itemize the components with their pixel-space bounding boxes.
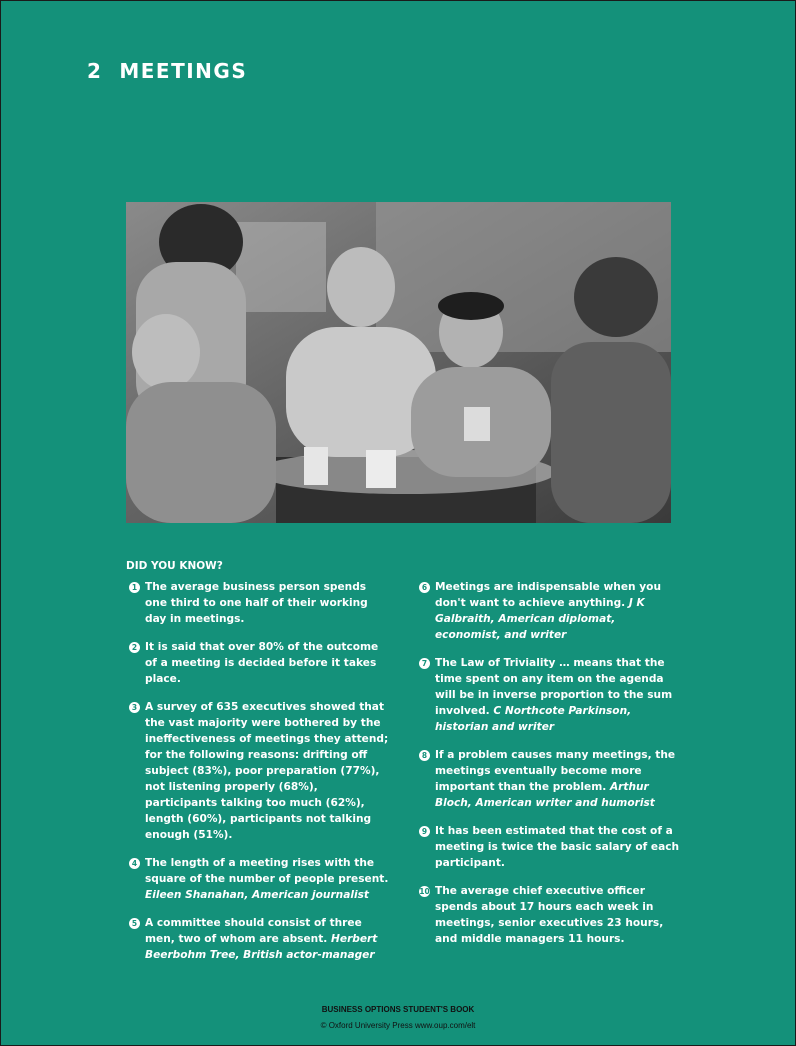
fact-text: Meetings are indispensable when you don't want to achieve anything. [435,581,661,609]
facts-column-left [129,579,391,975]
facts-column-right [419,579,681,959]
fact-number-badge: 8 [419,750,430,761]
fact-attribution: C Northcote Parkinson, historian and writer [435,705,632,733]
fact-attribution: Arthur Bloch, American writer and humorist [435,781,655,809]
fact-item [129,579,391,627]
meeting-photo-illustration [126,202,671,523]
footer-book-title: BUSINESS OPTIONS STUDENT'S BOOK [321,1005,475,1014]
fact-number-badge: 10 [419,887,430,896]
fact-text: It is said that over 80% of the outcome of a meeting is decided before it takes place. [145,641,379,685]
fact-number-badge: 9 [419,826,430,837]
fact-text: The length of a meeting rises with the square of the number of people present. [145,857,389,885]
fact-attribution: Eileen Shanahan, American journalist [145,889,369,901]
fact-text: It has been estimated that the cost of a meeting is twice the basic salary of each participant. [435,825,680,869]
fact-item [419,823,681,871]
fact-text: The average chief executive officer spends about 17 hours each week in meetings, senior executives 23 hours, and middle managers 11 hours. [435,885,664,945]
fact-attribution: Herbert Beerbohm Tree, British actor-manager [145,933,378,961]
section-heading: DID YOU KNOW? [126,560,223,572]
fact-item [419,655,681,735]
meeting-photo [126,202,671,523]
fact-item [129,855,391,903]
fact-text: A survey of 635 executives showed that the vast majority were bothered by the ineffectiveness of meetings they attend; for the following reasons: drifting off subject (83%), poor preparation (77%), not listening properly (68%), participants talking too much (62%), length (60%), participants not talking enough (51%). [145,701,389,841]
fact-text: The Law of Triviality … means that the time spent on any item on the agenda will be in inverse proportion to the sum involved. [435,657,673,717]
fact-item [129,699,391,843]
fact-number-badge: 7 [419,658,430,669]
fact-item [129,639,391,687]
chapter-title-text: MEETINGS [119,59,248,83]
chapter-title [87,59,247,83]
fact-number-badge: 1 [129,582,140,593]
fact-item [419,883,681,947]
fact-number-badge: 5 [129,918,140,929]
footer-copyright: © Oxford University Press www.oup.com/elt [320,1021,476,1030]
fact-item [419,579,681,643]
fact-text: A committee should consist of three men, two of whom are absent. [145,917,362,945]
fact-text: The average business person spends one third to one half of their working day in meetings. [145,581,368,625]
fact-number-badge: 6 [419,582,430,593]
fact-item [419,747,681,811]
fact-number-badge: 3 [129,702,140,713]
fact-text: If a problem causes many meetings, the meetings eventually become more important than the problem. [435,749,676,793]
fact-number-badge: 4 [129,858,140,869]
fact-attribution: J K Galbraith, American diplomat, economist, and writer [435,597,645,641]
chapter-number: 2 [87,59,103,83]
fact-number-badge: 2 [129,642,140,653]
fact-item [129,915,391,963]
